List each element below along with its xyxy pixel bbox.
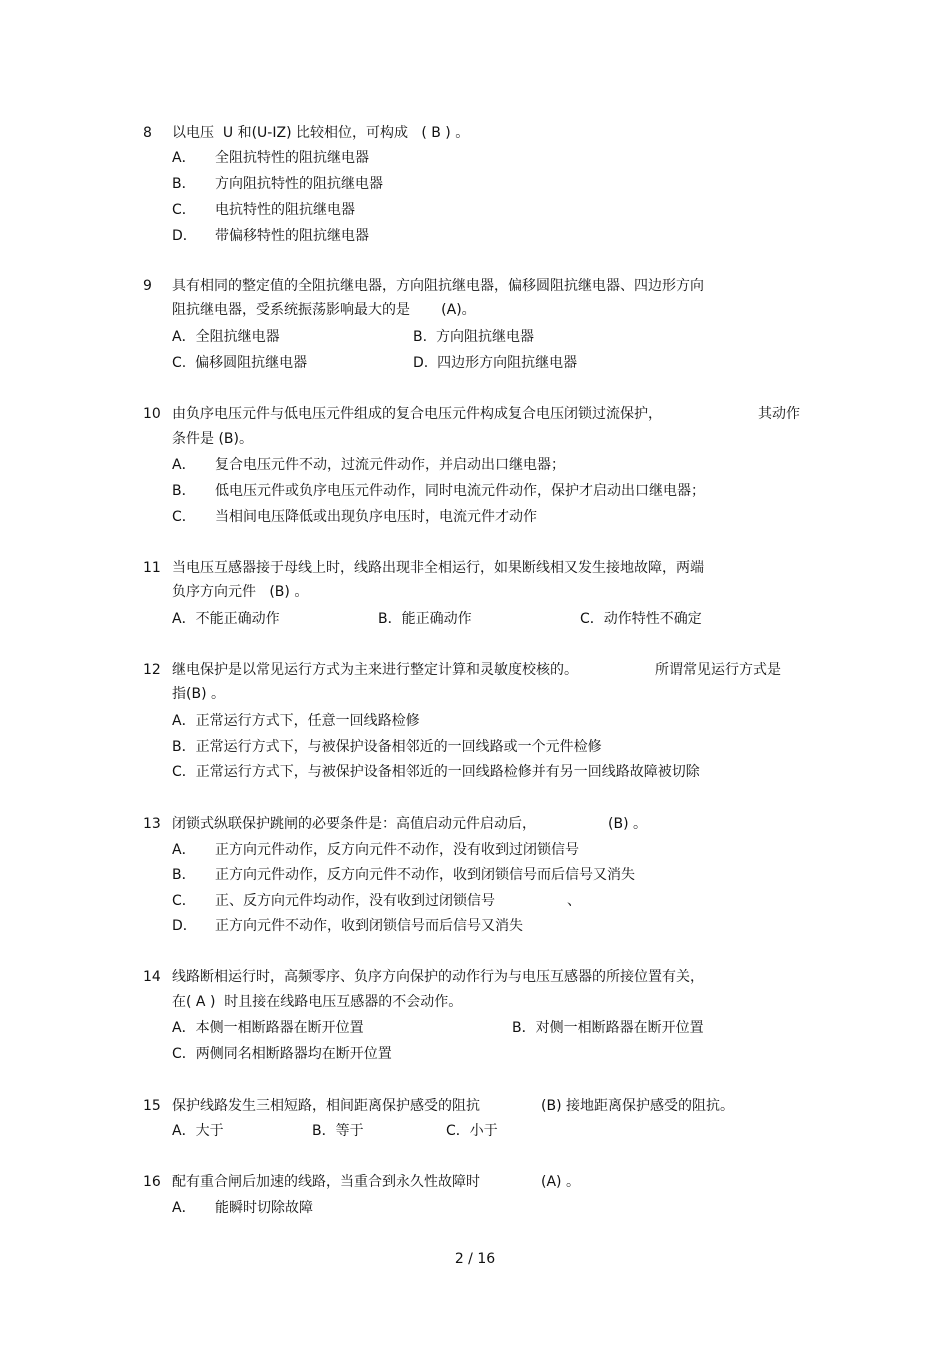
option-letter: C．	[172, 893, 196, 909]
option-text: 低电压元件或负序电压元件动作，同时电流元件动作，保护才启动出口继电器；	[215, 483, 705, 499]
option-text: A．正常运行方式下，任意一回线路检修	[172, 713, 420, 729]
question-10-stem-line1: 由负序电压元件与低电压元件组成的复合电压元件构成复合电压闭锁过流保护，	[172, 406, 662, 422]
question-11-number: 11	[143, 560, 161, 576]
question-15-stem: 保护线路发生三相短路，相间距离保护感受的阻抗	[172, 1098, 480, 1114]
question-13-stem: 闭锁式纵联保护跳闸的必要条件是：高值启动元件启动后，	[172, 816, 536, 832]
option-text: C. 偏移圆阻抗继电器	[172, 355, 308, 371]
question-11-stem-line1: 当电压互感器接于母线上时，线路出现非全相运行，如果断线相又发生接地故障，两端	[172, 560, 704, 576]
option-text: C．小于	[446, 1123, 498, 1139]
option-letter: A．	[172, 1200, 196, 1216]
option-text: C．动作特性不确定	[580, 611, 702, 627]
question-13-number: 13	[143, 816, 161, 832]
option-text: 正、反方向元件均动作，没有收到过闭锁信号	[215, 893, 495, 909]
question-14-stem-line2: 在( A ) 时且接在线路电压互感器的不会动作。	[172, 994, 463, 1010]
option-text: 正方向元件不动作，收到闭锁信号而后信号又消失	[215, 918, 523, 934]
option-text: A．全阻抗继电器	[172, 329, 280, 345]
stray-comma: 、	[567, 893, 581, 909]
question-12-stem-line2: 指(B) 。	[172, 686, 225, 702]
option-text: 复合电压元件不动，过流元件动作，并启动出口继电器；	[215, 457, 565, 473]
question-10-number: 10	[143, 406, 161, 422]
option-text: 方向阻抗特性的阻抗继电器	[215, 176, 383, 192]
option-letter: A．	[172, 150, 196, 166]
option-text: 能瞬时切除故障	[215, 1200, 313, 1216]
page-number: 2 / 16	[454, 1251, 496, 1267]
option-letter: D．	[172, 918, 197, 934]
question-8-number: 8	[143, 125, 152, 141]
question-8-stem: 以电压 U 和(U-IZ) 比较相位，可构成 ( B ) 。	[172, 125, 470, 141]
option-text: A．不能正确动作	[172, 611, 280, 627]
question-13-stem-end: (B) 。	[608, 816, 647, 832]
option-letter: A．	[172, 842, 196, 858]
question-16-number: 16	[143, 1174, 161, 1190]
option-text: 全阻抗特性的阻抗继电器	[215, 150, 369, 166]
option-text: 电抗特性的阻抗继电器	[215, 202, 355, 218]
question-10-stem-line2: 条件是 (B)。	[172, 431, 253, 447]
question-12-number: 12	[143, 662, 161, 678]
option-letter: C．	[172, 509, 196, 525]
option-text: B．等于	[312, 1123, 364, 1139]
option-text: 当相间电压降低或出现负序电压时，电流元件才动作	[215, 509, 537, 525]
question-16-stem: 配有重合闸后加速的线路，当重合到永久性故障时	[172, 1174, 480, 1190]
option-text: A．大于	[172, 1123, 224, 1139]
option-letter: B．	[172, 483, 196, 499]
option-letter: A．	[172, 457, 196, 473]
question-14-number: 14	[143, 969, 161, 985]
option-letter: C．	[172, 202, 196, 218]
option-text: 带偏移特性的阻抗继电器	[215, 228, 369, 244]
option-text: B．正常运行方式下，与被保护设备相邻近的一回线路或一个元件检修	[172, 739, 602, 755]
option-letter: B．	[172, 867, 196, 883]
question-9-stem-line2: 阻抗继电器，受系统振荡影响最大的是 (A)。	[172, 302, 476, 318]
option-text: B．对侧一相断路器在断开位置	[512, 1020, 704, 1036]
question-10-stem-line1-end: 其动作	[758, 406, 800, 422]
option-text: 正方向元件动作，反方向元件不动作，收到闭锁信号而后信号又消失	[215, 867, 635, 883]
option-text: D. 四边形方向阻抗继电器	[413, 355, 578, 371]
option-text: B．能正确动作	[378, 611, 472, 627]
question-9-stem-line1: 具有相同的整定值的全阻抗继电器，方向阻抗继电器，偏移圆阻抗继电器、四边形方向	[172, 278, 704, 294]
option-text: B. 方向阻抗继电器	[413, 329, 534, 345]
question-9-number: 9	[143, 278, 152, 294]
question-14-stem-line1: 线路断相运行时，高频零序、负序方向保护的动作行为与电压互感器的所接位置有关，	[172, 969, 704, 985]
question-15-stem-end: (B) 接地距离保护感受的阻抗。	[541, 1098, 734, 1114]
option-letter: D．	[172, 228, 197, 244]
option-text: A．本侧一相断路器在断开位置	[172, 1020, 364, 1036]
option-text: 正方向元件动作，反方向元件不动作，没有收到过闭锁信号	[215, 842, 579, 858]
question-16-stem-end: (A) 。	[541, 1174, 580, 1190]
option-letter: B．	[172, 176, 196, 192]
option-text: C．正常运行方式下，与被保护设备相邻近的一回线路检修并有另一回线路故障被切除	[172, 764, 700, 780]
question-12-stem-line1-end: 所谓常见运行方式是	[655, 662, 781, 678]
option-text: C．两侧同名相断路器均在断开位置	[172, 1046, 392, 1062]
question-12-stem-line1: 继电保护是以常见运行方式为主来进行整定计算和灵敏度校核的。	[172, 662, 578, 678]
question-15-number: 15	[143, 1098, 161, 1114]
question-11-stem-line2: 负序方向元件 (B) 。	[172, 584, 309, 600]
